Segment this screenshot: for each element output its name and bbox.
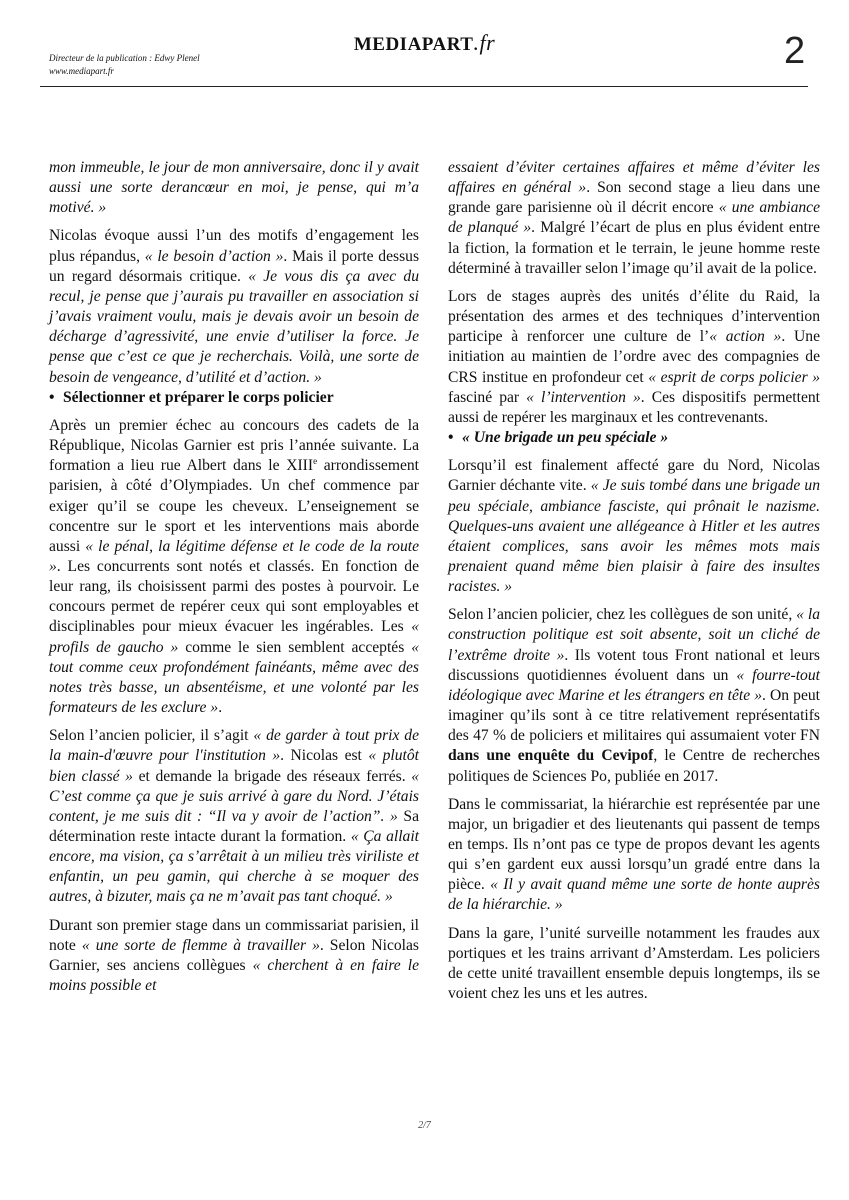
paragraph bbox=[448, 158, 820, 279]
quote: « C’est comme ça que je suis arrivé à gare du Nord. J’étais content, je me suis dit : “Il va y avoir de l’action”. » bbox=[49, 767, 419, 825]
text: . Selon Nicolas Garnier, ses anciens collègues bbox=[49, 936, 419, 974]
quote: « Il y avait quand même une sorte de honte auprès de la hiérarchie. » bbox=[448, 876, 820, 914]
quote: « plutôt bien classé » bbox=[49, 747, 419, 785]
bullet-icon: • bbox=[49, 388, 55, 406]
paragraph bbox=[49, 226, 419, 387]
paragraph bbox=[448, 605, 820, 786]
paragraph bbox=[49, 158, 419, 218]
text: et demande la brigade des réseaux ferrés. bbox=[132, 767, 412, 785]
quote: « esprit de corps policier » bbox=[648, 368, 820, 386]
paragraph bbox=[448, 456, 820, 597]
text: . On peut imaginer qu’ils sont à ce titre relativement représentatifs des 47 % de policiers et militaires qui assumaient voter FN bbox=[448, 686, 820, 745]
quote: « Je vous dis ça avec du recul, je pense que j’aurais pu travailler en association si j’avais vraiment voulu, mais je devais avoir un besoin de décharge d’agressivité, une envie d’utiliser la force. Je pense que c’est ce que je recherchais. Voilà, une sorte de besoin de vengeance, d’utilité et d’action. » bbox=[49, 267, 419, 386]
logo-main: MEDIAPART bbox=[353, 34, 474, 55]
quote: essaient d’éviter certaines affaires et même d’éviter les affaires en général » bbox=[448, 159, 820, 197]
paragraph bbox=[49, 916, 419, 997]
quote: « la construction politique est soit absente, soit un cliché de l’extrême droite » bbox=[448, 606, 821, 664]
text: . Ces dispositifs permettent aussi de repérer les marginaux et les contrevenants. bbox=[448, 388, 820, 426]
text: comme le sien semblent acceptés bbox=[178, 638, 412, 656]
paragraph bbox=[49, 416, 419, 718]
text: Selon l’ancien policier, chez les collègues de son unité, bbox=[448, 606, 797, 624]
paragraph bbox=[448, 287, 820, 428]
quote: « Ça allait encore, ma vision, ça s’arrêtait à un milieu très viriliste et enfantin, un peu gamin, qui cherche à se moquer des autres, à bizuter, mais ça ne m’avait pas tant choqué. » bbox=[49, 828, 419, 906]
paragraph bbox=[49, 726, 419, 907]
section-heading bbox=[448, 428, 820, 448]
left-column bbox=[49, 158, 419, 1004]
text: Durant son premier stage dans un commissariat parisien, il note bbox=[49, 916, 419, 954]
quote: « l’intervention » bbox=[526, 388, 641, 406]
bullet-icon: • bbox=[448, 429, 454, 447]
text: . Malgré l’écart de plus en plus évident entre la fiction, la formation et le terrain, le jeune homme reste déterminé à travailler selon l’image qu’il avait de la police. bbox=[448, 219, 820, 277]
quote: « une sorte de flemme à travailler » bbox=[81, 936, 320, 954]
text: fasciné par bbox=[448, 388, 527, 406]
quote: « le pénal, la légitime défense et le code de la route » bbox=[49, 537, 419, 575]
text: Sa détermination reste intacte durant la formation. bbox=[49, 807, 419, 845]
header-divider bbox=[40, 86, 808, 87]
paragraph bbox=[448, 924, 820, 1005]
quote: « le besoin d’action » bbox=[144, 247, 284, 265]
text: . Une initiation au maintien de l’ordre avec des compagnies de CRS institue en profondeur cet bbox=[448, 328, 821, 386]
section-heading bbox=[49, 388, 419, 408]
quote: « profils de gaucho » bbox=[49, 618, 419, 656]
text: Lorsqu’il est finalement affecté gare du Nord, Nicolas Garnier déchante vite. bbox=[448, 457, 820, 495]
quote: « fourre-tout idéologique avec Marine et les étrangers en tête » bbox=[448, 666, 820, 704]
text: . Les concurrents sont notés et classés. En fonction de leur rang, ils choisissent parmi des postes à pourvoir. Le concours permet de repérer ceux qui sont employables et disciplinables pour mieux évacuer les ingérables. Les bbox=[49, 557, 419, 636]
text: Nicolas évoque aussi l’un des motifs d’engagement les plus répandus, bbox=[49, 227, 419, 265]
text: Selon l’ancien policier, il s’agit bbox=[49, 727, 254, 745]
quote: « Je suis tombé dans une brigade un peu spéciale, ambiance fasciste, qui prônait le nazisme. Quelques-uns avaient une allégeance à Hitler et les autres étaient complices, sans avoir les mêmes mots mais prenaient quand même bien plaisir à faire des insultes racistes. » bbox=[448, 477, 820, 596]
text: Dans le commissariat, la hiérarchie est représentée par une major, un brigadier et des lieutenants qui passent de temps en temps. Ils n’ont pas ce type de propos devant les agents qui s’en gardent eux aussi lorsqu’un gradé entre dans la pièce. bbox=[448, 795, 820, 894]
text: Après un premier échec au concours des cadets de la République, Nicolas Garnier est pris l’année suivante. La formation a lieu rue Albert dans le XIII bbox=[49, 416, 419, 475]
publication-director: Directeur de la publication : Edwy Plenel bbox=[49, 53, 200, 63]
text: , le Centre de recherches politiques de Sciences Po, publiée en 2017. bbox=[448, 747, 820, 785]
quote: « action » bbox=[709, 328, 782, 346]
page-number: 2 bbox=[784, 30, 806, 72]
page-indicator: 2/7 bbox=[418, 1120, 431, 1131]
quote: « de garder à tout prix de la main-d'œuvre pour l'institution » bbox=[49, 727, 419, 765]
text: Dans la gare, l’unité surveille notamment les fraudes aux portiques et les trains arrivant d’Amsterdam. Les policiers de cette unité travaillent ensemble depuis longtemps, ils se voient chez les uns et les autres. bbox=[448, 924, 820, 1003]
text: Lors de stages auprès des unités d’élite du Raid, la présentation des armes et des techniques d’intervention participe à renforcer une culture de l’ bbox=[448, 287, 820, 346]
paragraph bbox=[448, 795, 820, 916]
text: . Ils votent tous Front national et leurs discussions quotidiennes évoluent dans un bbox=[448, 646, 821, 684]
text: . Son second stage a lieu dans une grande gare parisienne où il décrit encore bbox=[448, 179, 820, 217]
text: . bbox=[218, 699, 223, 717]
quote: « tout comme ceux profondément fainéants, même avec des notes très basse, un absentéisme, et une volonté par les formateurs de les exclure » bbox=[49, 638, 420, 717]
quote: mon immeuble, le jour de mon anniversaire, donc il y avait aussi une sorte derancœur en moi, je pense, qui m’a motivé. » bbox=[49, 159, 419, 217]
quote: « cherchent à en faire le moins possible et bbox=[49, 956, 419, 995]
website-url: www.mediapart.fr bbox=[49, 66, 114, 76]
text: arrondissement parisien, à côté d’Olympiades. Un chef commence par exiger qu’il se coupe les cheveux. L’enseignement se concentre sur le sport et les interventions mais aborde aussi bbox=[49, 457, 420, 555]
section-title: Sélectionner et préparer le corps policier bbox=[63, 388, 334, 406]
text: . Nicolas est bbox=[280, 747, 369, 765]
superscript: e bbox=[313, 456, 318, 466]
text: . Mais il porte dessus un regard désormais critique. bbox=[49, 247, 420, 285]
enquete-cevipof-link[interactable]: dans une enquête du Cevipof bbox=[448, 747, 654, 765]
section-title: « Une brigade un peu spéciale » bbox=[462, 429, 669, 447]
right-column bbox=[448, 158, 820, 1012]
mediapart-logo bbox=[0, 30, 849, 56]
logo-suffix: .fr bbox=[473, 30, 496, 55]
quote: « une ambiance de planqué » bbox=[448, 199, 820, 237]
